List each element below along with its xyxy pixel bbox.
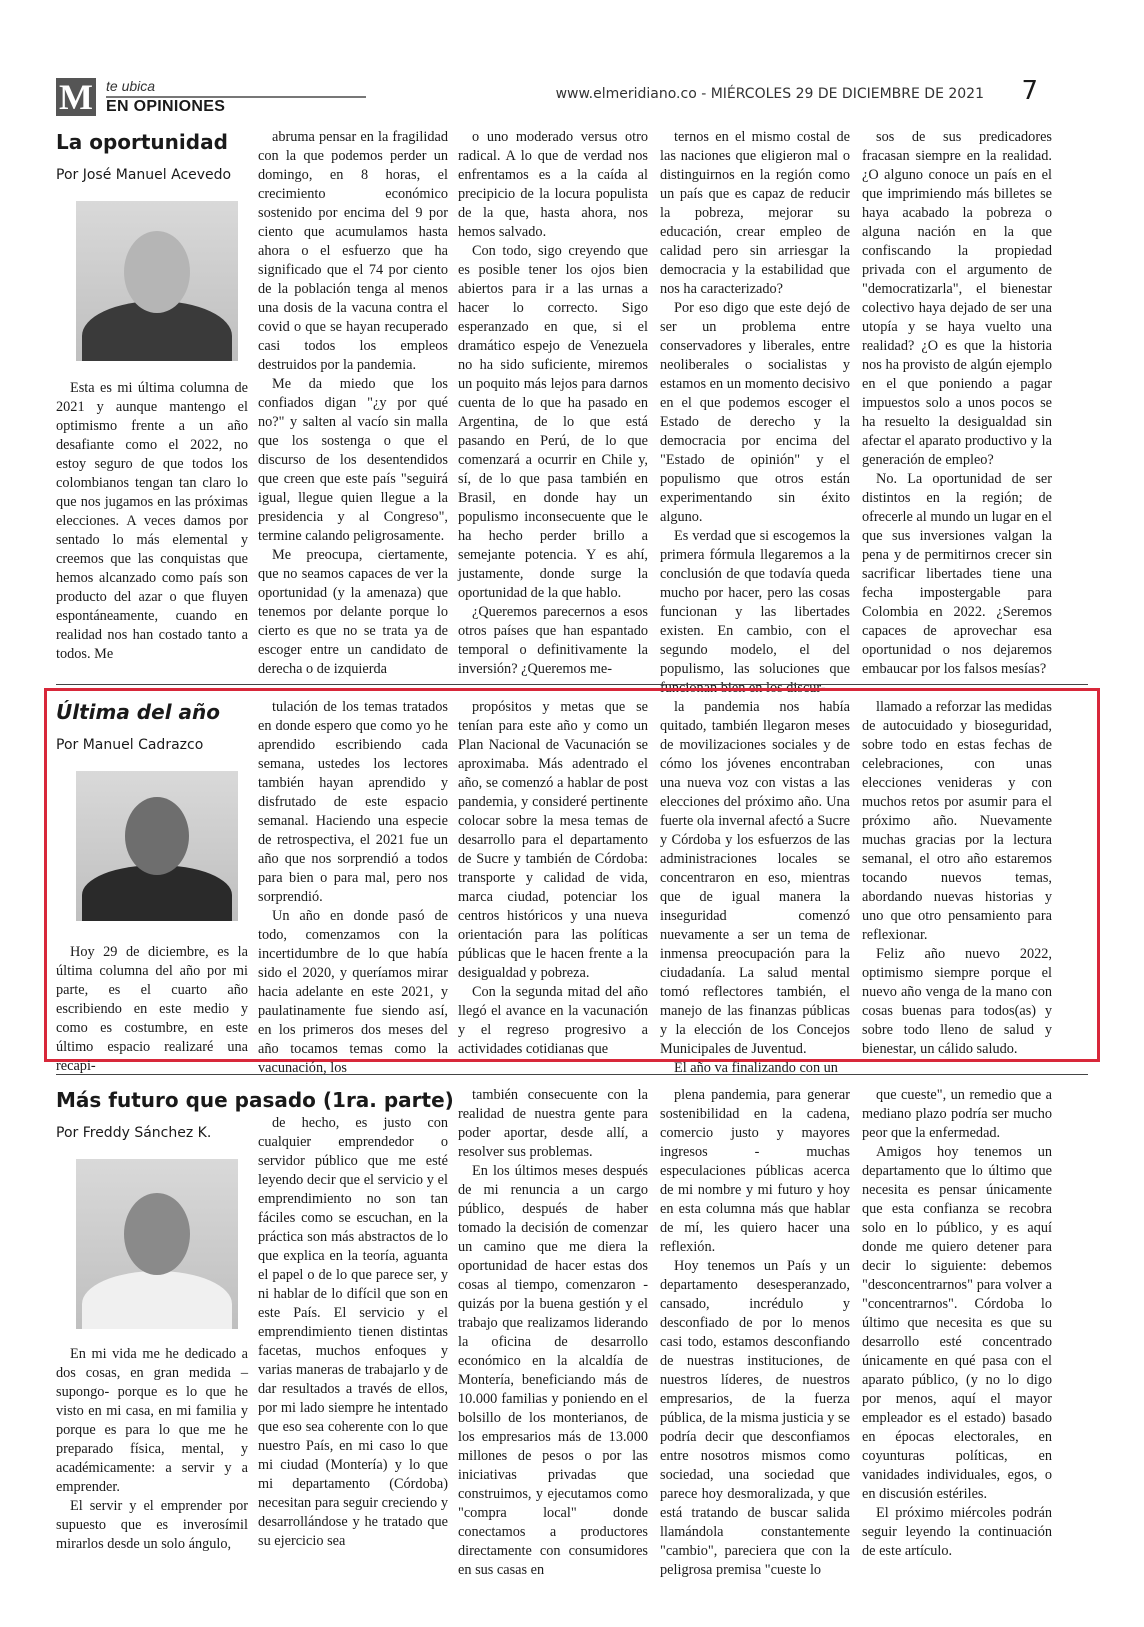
- paragraph: Por eso digo que este dejó de ser un problema entre conservadores y liberales, entre neoliberales o socialistas y estamos en un momento decisivo en el que podemos escoger el Estado de derecho y la democracia por encima del "Estado de opinión" y el populismo que otros están experimentando sin éxito alguno.: [660, 300, 850, 525]
- page-number: 7: [1021, 76, 1038, 106]
- article-headline: Más futuro que pasado (1ra. parte): [56, 1088, 454, 1112]
- article-column-2: [258, 128, 448, 679]
- column-text: [56, 379, 248, 664]
- article-column-2: [258, 1114, 448, 1551]
- article-column-4: [660, 698, 850, 1078]
- article-headline: Última del año: [56, 700, 220, 724]
- page-header: [56, 78, 1088, 118]
- paragraph: abruma pensar en la fragilidad con la que podemos perder un domingo, en 8 horas, el crecimiento económico sostenido por encima del 9 por ciento que acumulamos hasta ahora o el esfuerzo que ha significado que el 74 por ciento de la población tenga al menos una dosis de la vacuna contra el covid o que se hayan recuperado casi todos los empleos destruidos por la pandemia.: [258, 129, 448, 373]
- column-text: [56, 943, 248, 1076]
- article-column-1: [56, 128, 248, 664]
- section-title: EN OPINIONES: [106, 98, 226, 115]
- article-la-oportunidad: [56, 128, 1088, 696]
- paragraph: sos de sus predicadores fracasan siempre en la realidad. ¿O alguno conoce un país en el que imprimiendo más billetes se haya acabado la pobreza o alguna nación en la que confiscando la propiedad privada con el argumento de "democratizarla", el bienestar colectivo haya dejado de ser una utopía y se haya vuelto una realidad? ¿O es que la historia nos ha provisto de algún ejemplo en el que poniendo a pagar impuestos solo a unos pocos se ha resuelto la desigualdad sin afectar el aparato productivo y la generación de empleo?: [862, 129, 1052, 468]
- paragraph: Es verdad que si escogemos la primera fórmula llegaremos a la conclusión de que todavía queda mucho por hacer, pero las cosas funcionan y las libertades existen. En cambio, con el segundo modelo, el del populismo, las soluciones que funcionan bien en los discur-: [660, 528, 850, 696]
- paragraph: o uno moderado versus otro radical. A lo que de verdad nos enfrentamos es a la caída al precipicio de la locura populista de la que, hasta ahora, nos hemos salvado.: [458, 129, 648, 240]
- paragraph: ternos en el mismo costal de las naciones que eligieron mal o distinguirnos en la región como un país que es capaz de reducir la pobreza, mejorar su educación, crear empleo de calidad pero sin arriesgar la democracia y la estabilidad que nos ha caracterizado?: [660, 129, 850, 297]
- article-column-5: [862, 1086, 1052, 1561]
- article-divider: [56, 1074, 1088, 1075]
- author-photo: [76, 771, 238, 921]
- article-column-3: [458, 698, 648, 1059]
- article-divider: [56, 684, 1088, 685]
- paragraph: la pandemia nos había quitado, también llegaron meses de movilizaciones sociales y de cómo los jóvenes encontraban una nueva voz con vistas a las elecciones del próximo año. Una fuerte ola invernal afectó a Sucre y Córdoba y los esfuerzos de las administraciones locales se concentraron en eso, mientras que de igual manera la inseguridad comenzó nuevamente a ser un tema de inmensa preocupación para la ciudadanía. La salud mental tomó reflectores también, el manejo de las finanzas públicas y la elección de los Concejos Municipales de Juventud.: [660, 699, 850, 1057]
- article-column-4: [660, 1086, 850, 1580]
- paragraph: Me preocupa, ciertamente, que no seamos capaces de ver la oportunidad (y la amenaza) que tenemos por delante porque lo cierto es que no se trata ya de escoger entre un candidato de derecha o de izquierda: [258, 547, 448, 677]
- paragraph: llamado a reforzar las medidas de autocuidado y bioseguridad, sobre todo en estas fechas de celebraciones, con unas elecciones venideras y con muchos retos por asumir para el próximo año. Nuevamente muchas gracias por la lectura semanal, el otro año estaremos tocando nuevos temas, abordando nuevas historias y uno que otro pensamiento para reflexionar.: [862, 699, 1052, 943]
- paragraph: En los últimos meses después de mi renuncia a un cargo público, después de haber tomado la decisión de comenzar un camino que me diera la oportunidad de hacer estas dos cosas al tiempo, comenzaron - quizás por la buena gestión y el trabajo que realizamos liderando la oficina de desarrollo económico en la alcaldía de Montería, beneficiando más de 10.000 familias y poniendo en el bolsillo de los monterianos, de los empresarios más de 13.000 millones de pesos o por las iniciativas privadas que construimos, y ejecutamos como "compra local" donde conectamos a productores directamente con consumidores en sus casas en: [458, 1163, 648, 1578]
- column-text: [56, 1345, 248, 1554]
- article-byline: Por Freddy Sánchez K.: [56, 1125, 212, 1141]
- article-column-3: [458, 1086, 648, 1580]
- newspaper-logo[interactable]: M: [56, 78, 96, 116]
- paragraph: El servir y el emprender por supuesto que es inverosímil mirarlos desde un solo ángulo,: [56, 1498, 248, 1552]
- paragraph: de hecho, es justo con cualquier emprendedor o servidor público que me esté leyendo decir que el servicio y el emprendimiento no son tan fáciles como se escuchan, en la práctica son más abstractos de lo que explica en la teoría, aguanta el papel o de lo que parece ser, y ni hablar de lo difícil que son en este País. El servicio y el emprendimiento tienen distintas facetas, muchos enfoques y varias maneras de trabajarlo y de dar resultados a través de ellos, por mi lado siempre he intentado que eso sea coherente con lo que nuestro País, en mi caso lo que mi ciudad (Montería) y lo que mi departamento (Córdoba) necesitan para seguir creciendo y desarrollándose y he tratado que su ejercicio sea: [258, 1115, 448, 1549]
- paragraph: propósitos y metas que se tenían para este año y como un Plan Nacional de Vacunación se aproximaba. Más adentrado el año, se comenzó a hablar de post pandemia, y consideré pertinente colocar sobre la mesa temas de desarrollo para el departamento de Sucre y también de Córdoba: transporte y calidad de vida, marca ciudad, potenciar los centros históricos y una nueva orientación para las políticas públicas que le hacen frente a la desigualdad y pobreza.: [458, 699, 648, 981]
- paragraph: Con la segunda mitad del año llegó el avance en la vacunación y el regreso progresivo a actividades cotidianas que: [458, 984, 648, 1057]
- article-column-5: [862, 128, 1052, 679]
- paragraph: Esta es mi última columna de 2021 y aunque mantengo el optimismo frente a un año desafiante como el 2022, no estoy seguro de que todos los colombianos tengan tan claro lo que nos jugamos en las próximas elecciones. A veces damos por sentado lo más elemental y creemos que las conquistas que hemos alcanzado como país son producto del azar o que fluyen espontáneamente, cuando en realidad nos han costado tanto a todos. Me: [56, 380, 248, 662]
- article-byline: Por José Manuel Acevedo: [56, 167, 232, 183]
- paragraph: Feliz año nuevo 2022, optimismo siempre porque el nuevo año venga de la mano con cosas buenas para todos(as) y sobre todo lleno de salud y bienestar, un cálido saludo.: [862, 946, 1052, 1057]
- paragraph: Me da miedo que los confiados digan "¿y por qué no?" y salten al vacío sin malla que los sostenga o que el discurso de los desentendidos que creen que este país "seguirá igual, llegue quien llegue a la presidencia y al Congreso", termine calando peligrosamente.: [258, 376, 448, 544]
- article-column-1: [56, 698, 248, 1076]
- paragraph: El año va finalizando con un: [674, 1060, 838, 1076]
- paragraph: ¿Queremos parecernos a esos otros países que han espantado temporal o definitivamente la inversión? ¿Queremos me-: [458, 604, 648, 677]
- paragraph: Amigos hoy tenemos un departamento que lo último que necesita es pensar únicamente que esta confianza se recobra solo en lo público, y es aquí donde me quiero detener para decir lo siguiente: debemos "desconcentrarnos" para volver a "concentrarnos". Córdoba lo último que necesita es que su desarrollo esté concentrado únicamente en qué pasa con el aparato público, (y no lo digo por menos, aquí el mayor empleador es el estado) basado en épocas electorales, en coyunturas políticas, en vanidades individuales, egos, o en discusión estériles.: [862, 1144, 1052, 1502]
- article-mas-futuro-que-pasado: [56, 1086, 1088, 1606]
- author-photo: [76, 1159, 238, 1329]
- article-headline: La oportunidad: [56, 130, 228, 154]
- paragraph: No. La oportunidad de ser distintos en la región; de ofrecerle al mundo un lugar en el que sus inversiones valgan la pena y de permitirnos crecer sin sacrificar libertades tiene una fecha impostergable para Colombia en 2022. ¿Seremos capaces de aprovechar esa oportunidad o nos dejaremos embaucar por los falsos mesías?: [862, 471, 1052, 677]
- paragraph: Hoy tenemos un País y un departamento desesperanzado, cansado, incrédulo y desconfiado de por lo menos casi todo, estamos desconfiando de nuestras instituciones, de nuestros líderes, de nuestros empresarios, de la fuerza pública, de la misma justicia y se podría decir que desconfiamos entre nosotros mismos como sociedad, una sociedad que parece hoy desmoralizada, y que está tratando de buscar salida llamándola constantemente "cambio", pareciera que con la peligrosa premisa "cueste lo: [660, 1258, 850, 1578]
- article-column-3: [458, 128, 648, 679]
- paragraph: que cueste", un remedio que a mediano plazo podría ser mucho peor que la enfermedad.: [862, 1087, 1052, 1141]
- article-column-4: [660, 128, 850, 698]
- dateline: www.elmeridiano.co - MIÉRCOLES 29 DE DICIEMBRE DE 2021: [555, 86, 984, 102]
- section-tagline: te ubica: [106, 78, 156, 94]
- article-column-2: [258, 698, 448, 1078]
- paragraph: En mi vida me he dedicado a dos cosas, en gran medida –supongo- porque es lo que he visto en mi casa, en mi familia y porque es para lo que me he preparado física, mental, y académicamente: a servir y a emprender.: [56, 1346, 248, 1495]
- paragraph: Hoy 29 de diciembre, es la última columna del año por mi parte, es el cuarto año escribiendo en este medio y como es costumbre, en este último espacio realizaré una recapi-: [56, 944, 248, 1074]
- article-column-5: [862, 698, 1052, 1059]
- author-photo: [76, 201, 238, 361]
- paragraph: Con todo, sigo creyendo que es posible tener los ojos bien abiertos para ir a las urnas a hacer lo correcto. Sigo esperanzado en que, si el dramático espejo de Venezuela no ha sido suficiente, miremos un poquito más lejos para darnos cuenta de lo que ha pasado en Argentina, de lo que está pasando en Perú, de lo que comenzará a ocurrir en Chile y, sí, de lo que pasa también en Brasil, en donde hay un populismo inconsecuente que le ha hecho perder brillo a semejante potencia. Y es ahí, justamente, donde surge la oportunidad de la que hablo.: [458, 243, 648, 601]
- paragraph: El próximo miércoles podrán seguir leyendo la continuación de este artículo.: [862, 1505, 1052, 1559]
- article-byline: Por Manuel Cadrazco: [56, 737, 204, 753]
- article-ultima-del-ano: [56, 698, 1088, 1076]
- paragraph: Un año en donde pasó de todo, comenzamos con la incertidumbre de lo que había sido el 2020, y queríamos mirar hacia adelante en este 2021, y paulatinamente fue siendo así, en los primeros dos meses del año tocamos temas como la vacunación, los: [258, 908, 448, 1076]
- paragraph: tulación de los temas tratados en donde espero que como yo he aprendido escribiendo cada semana, ustedes los lectores también hayan aprendido y disfrutado de este espacio semanal. Haciendo una especie de retrospectiva, el 2021 fue un año que nos sorprendió a todos para bien o para mal, pero nos sorprendió.: [258, 699, 448, 905]
- paragraph: plena pandemia, para generar sostenibilidad en la cadena, comercio justo y mayores ingresos - muchas especulaciones públicas acerca de mi nombre y mi futuro y hoy en esta columna más que hablar de mí, les quiero hacer una reflexión.: [660, 1087, 850, 1255]
- paragraph: también consecuente con la realidad de nuestra gente para poder aportar, desde allí, a resolver sus problemas.: [458, 1087, 648, 1160]
